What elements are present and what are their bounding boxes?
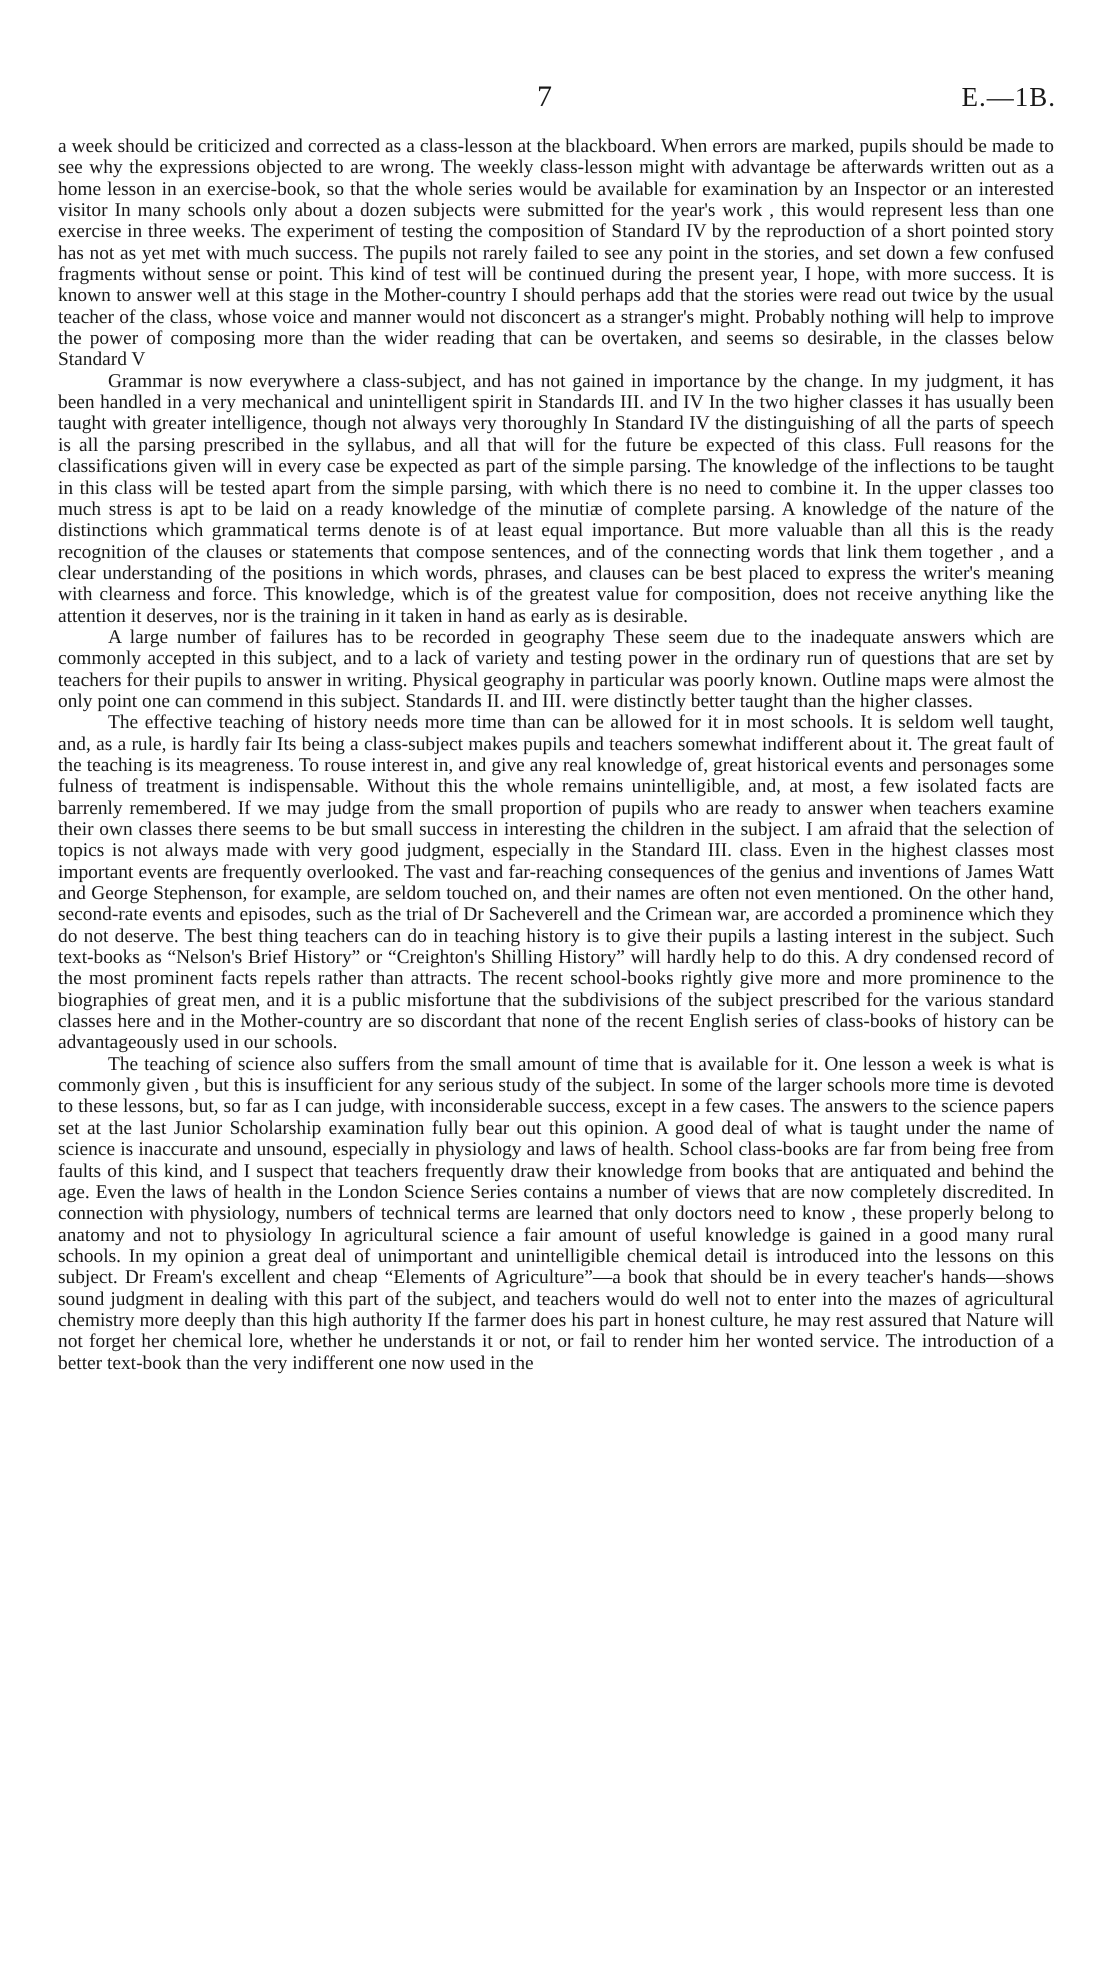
paragraph-geography: A large number of failures has to be recorded in geography These seem due to the inadequate answers which are commonly accepted in this subject, and to a lack of variety and testing power in the ordinary run of questions that are set by teachers for their pupils to answer in writing. Physical geography in particular was poorly known. Outline maps were almost the only point one can commend in this subject. Standards II. and III. were distinctly better taught than the higher classes.: [58, 626, 1054, 712]
paragraph-composition-continued: a week should be criticized and corrected as a class-lesson at the blackboard. When errors are marked, pupils should be made to see why the expressions objected to are wrong. The weekly class-lesson might with advantage be afterwards written out as a home lesson in an exercise-book, so that the whole series would be available for examination by an Inspector or an interested visitor In many schools only about a dozen subjects were submitted for the year's work , this would represent less than one exercise in three weeks. The experiment of testing the composition of Standard IV by the reproduction of a short pointed story has not as yet met with much success. The pupils not rarely failed to see any point in the stories, and set down a few confused fragments without sense or point. This kind of test will be continued during the present year, I hope, with more success. It is known to answer well at this stage in the Mother-country I should perhaps add that the stories were read out twice by the usual teacher of the class, whose voice and manner would not disconcert as a stranger's might. Probably nothing will help to improve the power of composing more than the wider reading that can be overtaken, and seems so desirable, in the classes below Standard V: [58, 136, 1054, 371]
body-text: [58, 136, 1054, 1374]
document-reference: E.—1B.: [961, 82, 1056, 112]
page-number: 7: [537, 80, 553, 113]
paragraph-history: The effective teaching of history needs more time than can be allowed for it in most schools. It is seldom well taught, and, as a rule, is hardly fair Its being a class-subject makes pupils and teachers somewhat indifferent about it. The great fault of the teaching is its meagreness. To rouse interest in, and give any real knowledge of, great historical events and personages some fulness of treatment is indispensable. Without this the whole remains unintelligible, and, at most, a few isolated facts are barrenly remembered. If we may judge from the small proportion of pupils who are ready to answer when teachers examine their own classes there seems to be but small success in interesting the children in the subject. I am afraid that the selection of topics is not always made with very good judgment, especially in the Standard III. class. Even in the highest classes most important events are frequently overlooked. The vast and far-reaching consequences of the genius and inventions of James Watt and George Stephenson, for example, are seldom touched on, and their names are often not even mentioned. On the other hand, second-rate events and episodes, such as the trial of Dr Sacheverell and the Crimean war, are accorded a prominence which they do not deserve. The best thing teachers can do in teaching history is to give their pupils a lasting interest in the subject. Such text-books as “Nelson's Brief History” or “Creighton's Shilling History” will hardly help to do this. A dry condensed record of the most prominent facts repels rather than attracts. The recent school-books rightly give more and more prominence to the biographies of great men, and it is a public misfortune that the subdivisions of the subject prescribed for the various standard classes here and in the Mother-country are so discordant that none of the recent English series of class-books of history can be advantageously used in our schools.: [58, 712, 1054, 1054]
paragraph-science: The teaching of science also suffers from the small amount of time that is available for it. One lesson a week is what is commonly given , but this is insufficient for any serious study of the subject. In some of the larger schools more time is devoted to these lessons, but, so far as I can judge, with inconsiderable success, except in a few cases. The answers to the science papers set at the last Junior Scholarship examination fully bear out this opinion. A good deal of what is taught under the name of science is inaccurate and unsound, especially in physiology and laws of health. School class-books are far from being free from faults of this kind, and I suspect that teachers frequently draw their knowledge from books that are antiquated and behind the age. Even the laws of health in the London Science Series contains a number of views that are now completely discredited. In connection with physiology, numbers of technical terms are learned that only doctors need to know , these properly belong to anatomy and not to physiology In agricultural science a fair amount of useful knowledge is gained in a good many rural schools. In my opinion a great deal of unimportant and unintelligible chemical detail is introduced into the lessons on this subject. Dr Fream's excellent and cheap “Elements of Agriculture”—a book that should be in every teacher's hands—shows sound judgment in dealing with this part of the subject, and teachers would do well not to enter into the mazes of agricultural chemistry more deeply than this high authority If the farmer does his part in honest culture, he may rest assured that Nature will not forget her chemical lore, whether he understands it or not, or fail to render him her wonted service. The introduction of a better text-book than the very indifferent one now used in the: [58, 1053, 1054, 1374]
paragraph-grammar: Grammar is now everywhere a class-subject, and has not gained in importance by the change. In my judgment, it has been handled in a very mechanical and unintelligent spirit in Standards III. and IV In the two higher classes it has usually been taught with greater intelligence, though not always very thoroughly In Standard IV the distinguishing of all the parts of speech is all the parsing prescribed in the syllabus, and all that will for the future be expected of this class. Full reasons for the classifications given will in every case be expected as part of the simple parsing. The knowledge of the inflections to be taught in this class will be tested apart from the simple parsing, with which there is no need to combine it. In the upper classes too much stress is apt to be laid on a ready knowledge of the minutiæ of complete parsing. A knowledge of the nature of the distinctions which grammatical terms denote is of at least equal importance. But more valuable than all this is the ready recognition of the clauses or statements that compose sentences, and of the connecting words that link them together , and a clear understanding of the positions in which words, phrases, and clauses can be best placed to express the writer's meaning with clearness and force. This knowledge, which is of the greatest value for composition, does not receive anything like the attention it deserves, nor is the training in it taken in hand as early as is desirable.: [58, 370, 1054, 627]
